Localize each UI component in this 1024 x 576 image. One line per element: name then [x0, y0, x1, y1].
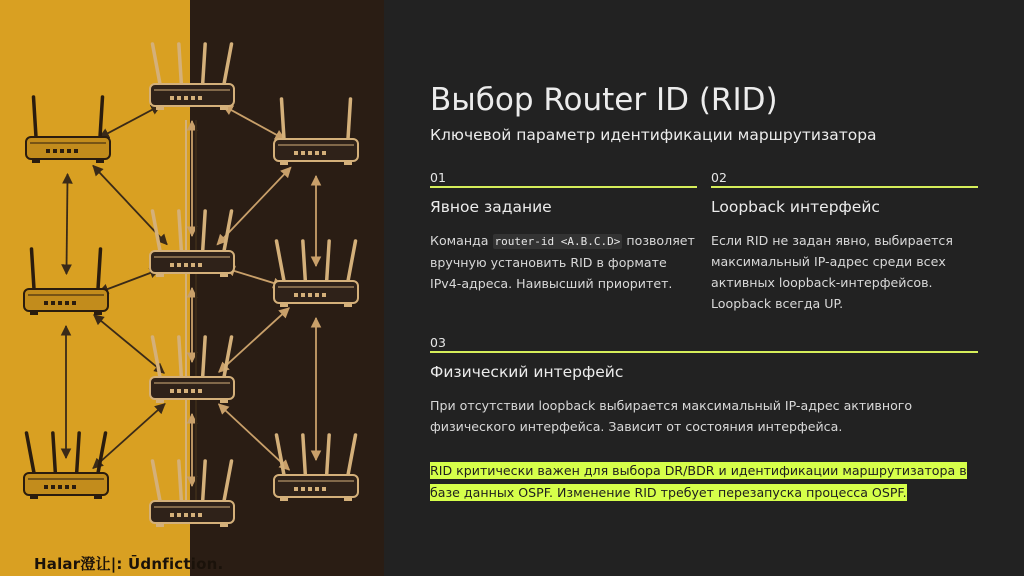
slide-subtitle: Ключевой параметр идентификации маршрутизатора: [430, 126, 877, 144]
section-divider: [430, 351, 978, 353]
section-text-before: Команда: [430, 233, 493, 248]
section-text: Если RID не задан явно, выбирается максимальный IP-адрес среди всех активных loopback-интерфейсов. Loopback всегда UP.: [711, 233, 953, 311]
section-physical: [430, 336, 978, 437]
section-text-after: позволяет вручную установить RID в формате IPv4-адреса. Наивысший приоритет.: [430, 233, 695, 291]
section-divider: [711, 186, 978, 188]
link-arrow: [66, 174, 67, 274]
section-number: 01: [430, 170, 446, 185]
router-id-command-code: router-id <A.B.C.D>: [494, 235, 621, 248]
section-heading: Физический интерфейс: [430, 363, 624, 381]
section-loopback: [711, 171, 978, 314]
section-heading: Loopback интерфейс: [711, 198, 880, 216]
section-heading: Явное задание: [430, 198, 552, 216]
section-number: 03: [430, 335, 446, 350]
router-network-illustration: [0, 0, 384, 576]
section-text: При отсутствии loopback выбирается максимальный IP-адрес активного физического интерфейса. Зависит от состояния интерфейса.: [430, 398, 913, 434]
slide-title: Выбор Router ID (RID): [430, 82, 778, 118]
highlight-callout-text: RID критически важен для выбора DR/BDR и идентификации маршрутизатора в базе данных OSPF. Изменение RID требует перезапуска процесса OSPF.: [430, 463, 967, 500]
section-text: [430, 230, 697, 294]
content-panel: [430, 0, 978, 576]
illustration-caption: Нalar澄让|: Ūdnfiction.: [34, 555, 224, 573]
network-diagram-image: [0, 0, 384, 576]
section-number: 02: [711, 170, 727, 185]
highlight-callout: [430, 460, 978, 503]
section-explicit: [430, 171, 697, 294]
section-divider: [430, 186, 697, 188]
